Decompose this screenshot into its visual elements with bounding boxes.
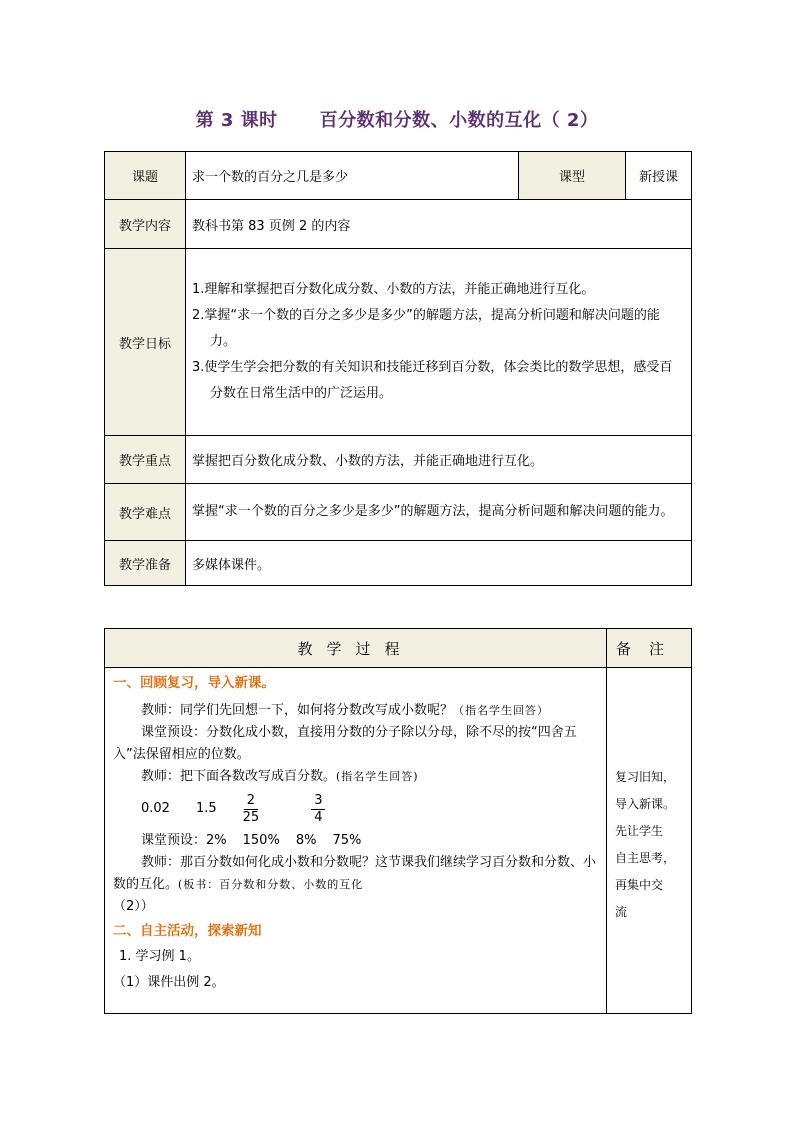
number: 1.5 [195,801,217,816]
goal-value [186,249,692,436]
lesson-topic: 百分数和分数、小数的互化（ 2） [319,110,599,131]
percent: 8% [295,833,317,848]
denominator: 4 [314,809,323,825]
note-line: 导入新课。 [615,797,676,811]
teaching-process-table [104,628,692,1014]
goal-list [192,277,685,407]
notes-header: 备注 [607,629,692,668]
prep-label: 教学准备 [105,541,186,586]
goal-item: 1.理解和掌握把百分数化成分数、小数的方法，并能正确地进行互化。 [192,282,595,297]
note-inline: （指名学生回答） [453,704,550,717]
section-review: 一、回顾复习，导入新课。 [113,675,275,691]
teacher-question: 教师：同学们先回想一下，如何将分数改写成小数呢？ [141,703,454,718]
percent: 150% [242,833,280,848]
board-note-tail: （2）） [113,899,154,914]
note-inline: (指名学生回答) [336,770,419,783]
topic-value: 求一个数的百分之几是多少 [186,152,519,200]
section-explore: 二、自主活动，探索新知 [113,923,262,939]
key-value: 掌握把百分数化成分数、小数的方法，并能正确地进行互化。 [186,436,692,484]
lesson-number: 第 3 课时 [195,110,278,131]
paragraph [113,766,598,788]
page-title [0,106,794,132]
note-line: 自主思考， [615,851,676,865]
paragraph [113,700,598,722]
goal-label: 教学日标 [105,249,186,436]
percent-row [113,830,598,852]
fraction [311,793,351,826]
note-line: 再集中交 [615,878,664,892]
percent: 2% [206,833,227,848]
fraction [243,793,286,826]
numerator: 3 [311,793,325,810]
list-item: （1）课件出例 2。 [113,975,225,990]
lesson-info-table [104,151,692,586]
paragraph: 课堂预设：分数化成小数，直接用分数的分子除以分母，除不尽的按“四舍五入”法保留相应的位数。 [113,725,577,762]
key-label: 教学重点 [105,436,186,484]
note-line: 流 [615,905,628,919]
denominator: 25 [242,809,260,825]
paragraph [113,852,598,896]
number-row [113,788,598,830]
goal-item: 2.掌握“求一个数的百分之多少是多少”的解题方法，提高分析问题和解决问题的能力。 [192,308,660,349]
type-value: 新授课 [626,152,692,200]
note-line: 先让学生 [615,824,664,838]
board-note: (板书：百分数和分数、小数的互化 [178,878,364,891]
list-item: 1. 学习例 1。 [119,949,200,964]
teacher-instruction: 教师：把下面各数改写成百分数。 [141,769,337,784]
note-line: 复习旧知， [615,770,676,784]
type-label: 课型 [519,152,626,200]
percent: 75% [332,833,362,848]
difficulty-label: 教学难点 [105,484,186,541]
content-value: 教科书第 83 页例 2 的内容 [186,200,692,249]
goal-item: 3.使学生学会把分数的有关知识和技能迁移到百分数，体会类比的数学思想，感受百分数在日常生活中的广泛运用。 [192,360,673,401]
number: 0.02 [141,801,170,816]
content-label: 教学内容 [105,200,186,249]
process-body [105,668,607,1014]
prep-value: 多媒体课件。 [186,541,692,586]
numerator: 2 [244,793,258,810]
teacher-intro: 教师：那百分数如何化成小数和分数呢？这节课我们继续学习百分数和分数、小数的互化。 [113,855,597,892]
preset-label: 课堂预设： [141,833,207,848]
notes-column [607,668,692,1014]
process-header: 教学过程 [105,629,607,668]
difficulty-value: 掌握“求一个数的百分之多少是多少”的解题方法，提高分析问题和解决问题的能力。 [186,484,692,541]
topic-label: 课题 [105,152,186,200]
